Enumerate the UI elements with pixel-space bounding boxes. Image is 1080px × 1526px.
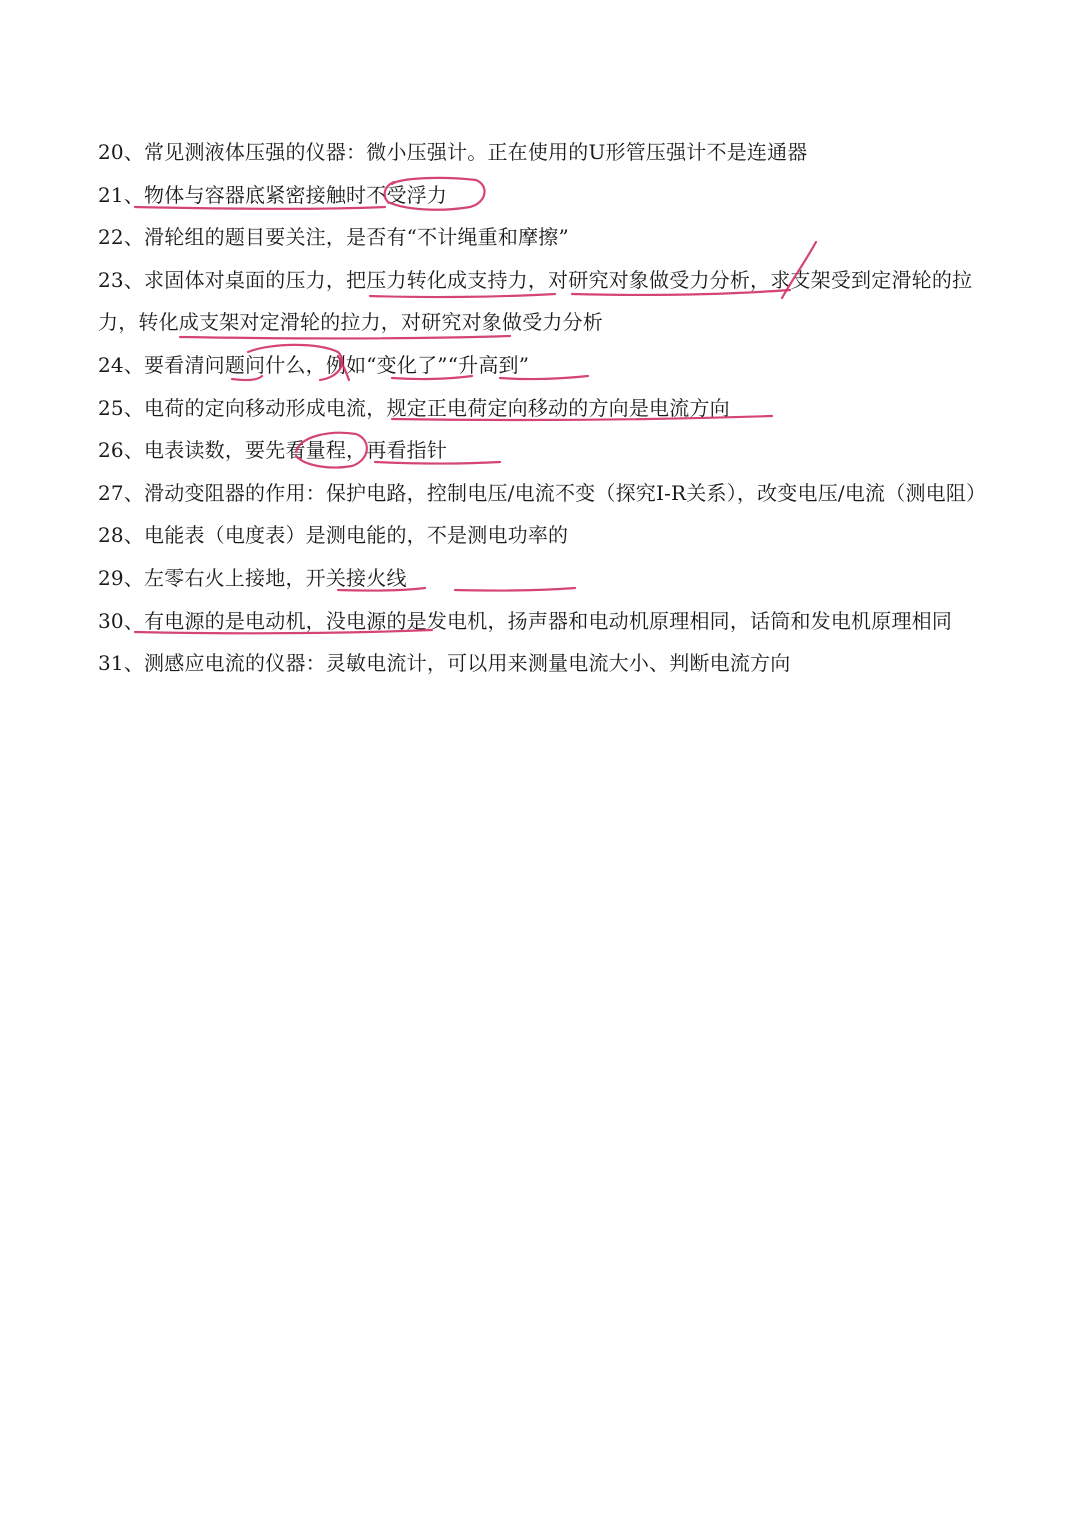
note-item-27: 27、滑动变阻器的作用：保护电路，控制电压/电流不变（探究I-R关系），改变电压/电流（测电阻） [98, 480, 987, 505]
note-item-30: 30、有电源的是电动机，没电源的是发电机，扬声器和电动机原理相同，话筒和发电机原理相同 [98, 608, 953, 633]
note-item-25: 25、电荷的定向移动形成电流，规定正电荷定向移动的方向是电流方向 [98, 395, 730, 420]
notes-list [98, 131, 988, 685]
note-item-21: 21、物体与容器底紧密接触时不受浮力 [98, 182, 448, 207]
note-item-23: 23、求固体对桌面的压力，把压力转化成支持力，对研究对象做受力分析，求支架受到定滑轮的拉力，转化成支架对定滑轮的拉力，对研究对象做受力分析 [98, 267, 973, 335]
note-item-20: 20、常见测液体压强的仪器：微小压强计。正在使用的U形管压强计不是连通器 [98, 140, 808, 164]
note-item-31: 31、测感应电流的仪器：灵敏电流计，可以用来测量电流大小、判断电流方向 [98, 651, 791, 676]
note-item-26: 26、电表读数，要先看量程，再看指针 [98, 438, 448, 463]
note-item-29: 29、左零右火上接地，开关接火线 [98, 565, 407, 590]
note-item-28: 28、电能表（电度表）是测电能的，不是测电功率的 [98, 523, 569, 548]
note-item-24: 24、要看清问题问什么，例如“变化了”“升高到” [98, 352, 530, 377]
note-item-22: 22、滑轮组的题目要关注，是否有“不计绳重和摩擦” [98, 225, 569, 250]
